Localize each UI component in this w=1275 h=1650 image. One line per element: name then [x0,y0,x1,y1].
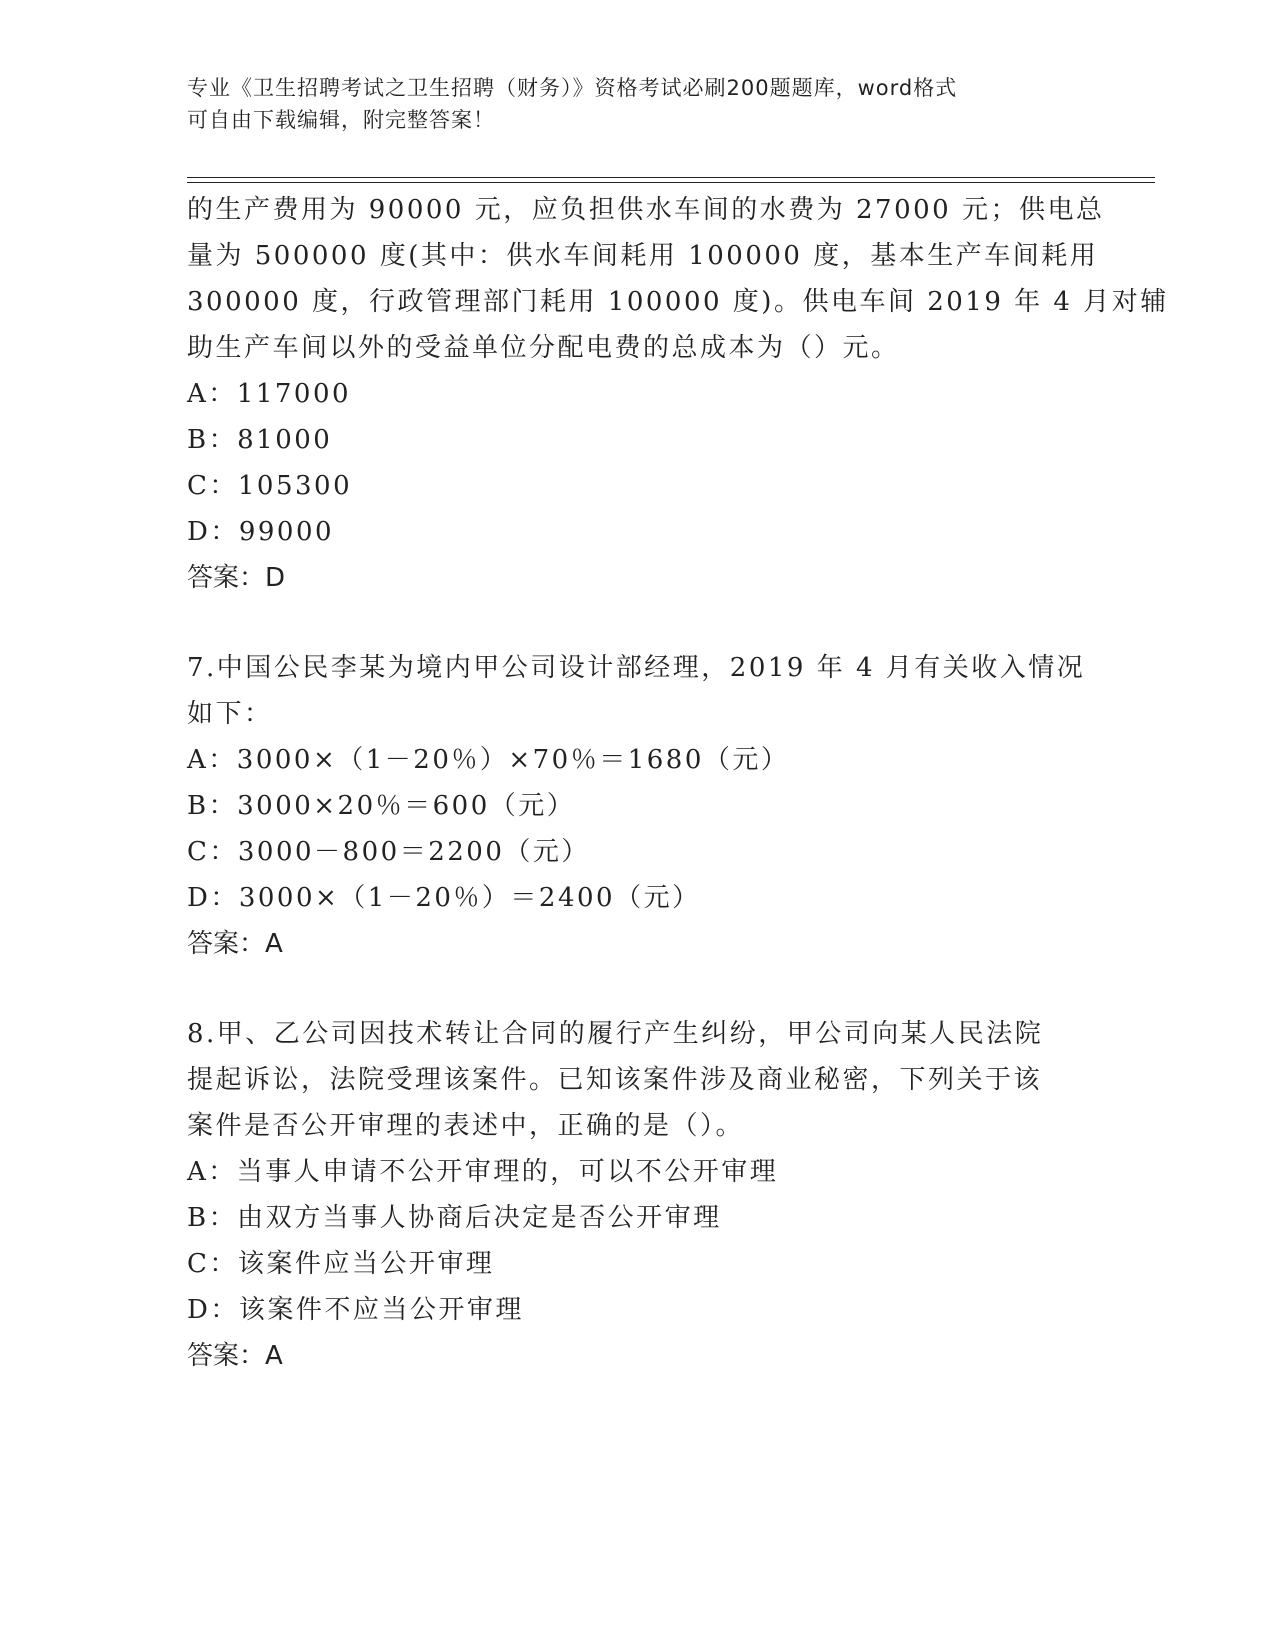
question-8 [187,1011,1087,1379]
header-divider-top [187,177,1155,178]
header-divider-bottom [187,182,1155,183]
option-d: D：99000 [187,517,335,547]
question-text-line: 助生产车间以外的受益单位分配电费的总成本为（）元。 [187,333,900,363]
question-text-line: 案件是否公开审理的表述中，正确的是（）。 [187,1111,745,1141]
option-c: C：该案件应当公开审理 [187,1249,495,1279]
option-d: D：3000×（1－20％）＝2400（元） [187,883,701,913]
document-body [187,187,1169,1379]
header-title-line-1: 专业《卫生招聘考试之卫生招聘（财务）》资格考试必刷200题题库，word格式 [187,76,958,100]
option-a: A：3000×（1－20％）×70％＝1680（元） [187,745,790,775]
option-b: B：81000 [187,425,333,455]
question-text-line: 提起诉讼，法院受理该案件。已知该案件涉及商业秘密，下列关于该 [187,1065,1043,1095]
option-a: A：117000 [187,379,352,409]
question-text-line: 8.甲、乙公司因技术转让合同的履行产生纠纷，甲公司向某人民法院 [187,1019,1044,1049]
question-6-continued [187,187,1169,601]
answer: 答案：A [187,1341,283,1371]
option-d: D：该案件不应当公开审理 [187,1295,524,1325]
answer: 答案：D [187,563,286,593]
question-7 [187,645,1087,967]
question-text-line: 如下： [187,699,273,729]
question-text-line: 量为 500000 度(其中：供水车间耗用 100000 度，基本生产车间耗用 [187,241,1099,271]
question-text-line: 300000 度，行政管理部门耗用 100000 度)。供电车间 2019 年 4 月对辅 [187,287,1169,317]
option-b: B：由双方当事人协商后决定是否公开审理 [187,1203,722,1233]
option-b: B：3000×20％＝600（元） [187,791,576,821]
question-text-line: 的生产费用为 90000 元，应负担供水车间的水费为 27000 元；供电总 [187,195,1105,225]
option-a: A：当事人申请不公开审理的，可以不公开审理 [187,1157,779,1187]
option-c: C：105300 [187,471,353,501]
document-header [187,72,1087,136]
answer: 答案：A [187,929,283,959]
option-c: C：3000－800＝2200（元） [187,837,590,867]
header-title-line-2: 可自由下载编辑，附完整答案！ [187,108,495,132]
question-text-line: 7.中国公民李某为境内甲公司设计部经理，2019 年 4 月有关收入情况 [187,653,1086,683]
